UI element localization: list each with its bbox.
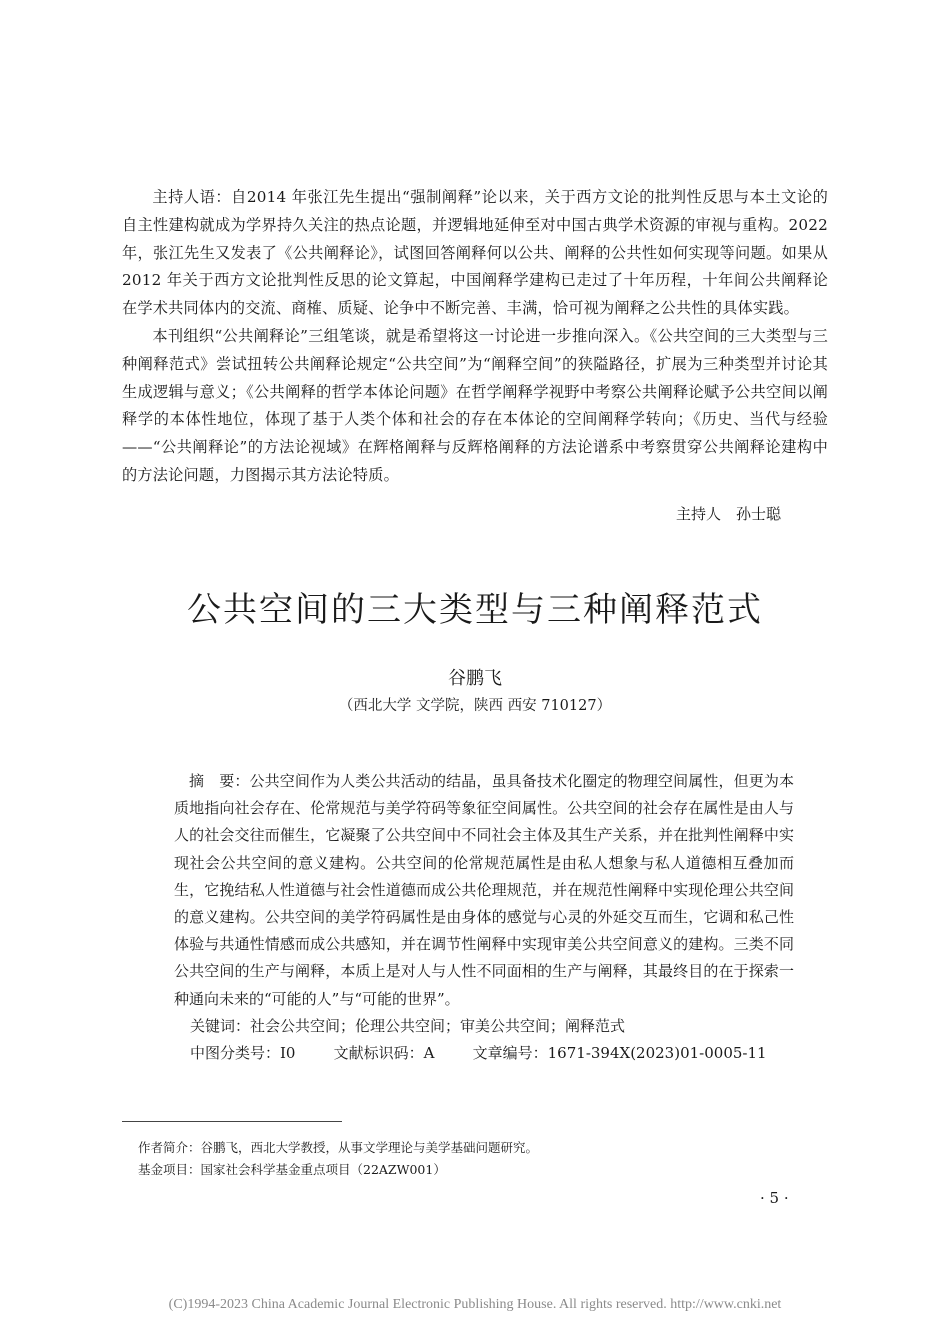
copyright-notice: (C)1994-2023 China Academic Journal Electronic Publishing House. All rights reserved. http://www.cnki.net [168, 1297, 782, 1312]
article-author: 谷鹏飞 [448, 668, 502, 689]
clc-number: 中图分类号：I0 [190, 1043, 296, 1062]
page-number: · 5 · [760, 1189, 789, 1207]
classification-line [174, 1040, 794, 1067]
author-affiliation: （西北大学 文学院，陕西 西安 710127） [338, 698, 612, 714]
host-preface [122, 184, 828, 490]
abstract-label: 摘 要： [189, 772, 250, 790]
footnote-fund: 基金项目：国家社会科学基金重点项目（22AZW001） [138, 1162, 446, 1177]
abstract-text: 公共空间作为人类公共活动的结晶，虽具备技术化圈定的物理空间属性，但更为本质地指向社会存在、伦常规范与美学符码等象征空间属性。公共空间的社会存在属性是由人与人的社会交往而催生，它凝聚了公共空间中不同社会主体及其生产关系，并在批判性阐释中实现社会公共空间的意义建构。公共空间的伦常规范属性是由私人想象与私人道德相互叠加而生，它挽结私人性道德与社会性道德而成公共伦理规范，并在规范性阐释中实现伦理公共空间的意义建构。公共空间的美学符码属性是由身体的感觉与心灵的外延交互而生，它调和私己性体验与共通性情感而成公共感知，并在调节性阐释中实现审美公共空间意义的建构。三类不同公共空间的生产与阐释，本质上是对人与人性不同面相的生产与阐释，其最终目的在于探索一种通向未来的“可能的人”与“可能的世界”。 [174, 772, 794, 1008]
abstract [174, 768, 794, 1013]
abstract-section [174, 768, 794, 1067]
document-code: 文献标识码：A [333, 1043, 435, 1062]
footnote-author-intro: 作者简介：谷鹏飞，西北大学教授，从事文学理论与美学基础问题研究。 [138, 1140, 539, 1155]
footnote-divider [122, 1121, 342, 1122]
article-number: 文章编号：1671-394X(2023)01-0005-11 [472, 1043, 767, 1062]
host-paragraph-1: 主持人语：自2014 年张江先生提出“强制阐释”论以来，关于西方文论的批判性反思与本土文论的自主性建构就成为学界持久关注的热点论题，并逻辑地延伸至对中国古典学术资源的审视与重构。2022 年，张江先生又发表了《公共阐释论》，试图回答阐释何以公共、阐释的公共性如何实现等问题。如果从2012 年关于西方文论批判性反思的论文算起，中国阐释学建构已走过了十年历程，十年间公共阐释论在学术共同体内的交流、商榷、质疑、论争中不断完善、丰满，恰可视为阐释之公共性的具体实践。 [122, 188, 828, 318]
host-signature: 主持人 孙士聪 [676, 505, 782, 523]
host-paragraph-2: 本刊组织“公共阐释论”三组笔谈，就是希望将这一讨论进一步推向深入。《公共空间的三大类型与三种阐释范式》尝试扭转公共阐释论规定“公共空间”为“阐释空间”的狭隘路径，扩展为三种类型并讨论其生成逻辑与意义；《公共阐释的哲学本体论问题》在哲学阐释学视野中考察公共阐释论赋予公共空间以阐释学的本体性地位，体现了基于人类个体和社会的存在本体论的空间阐释学转向；《历史、当代与经验——“公共阐释论”的方法论视域》在辉格阐释与反辉格阐释的方法论谱系中考察贯穿公共阐释论建构中的方法论问题，力图揭示其方法论特质。 [122, 326, 828, 484]
keywords: 关键词：社会公共空间；伦理公共空间；审美公共空间；阐释范式 [190, 1016, 626, 1035]
article-title: 公共空间的三大类型与三种阐释范式 [187, 590, 763, 630]
